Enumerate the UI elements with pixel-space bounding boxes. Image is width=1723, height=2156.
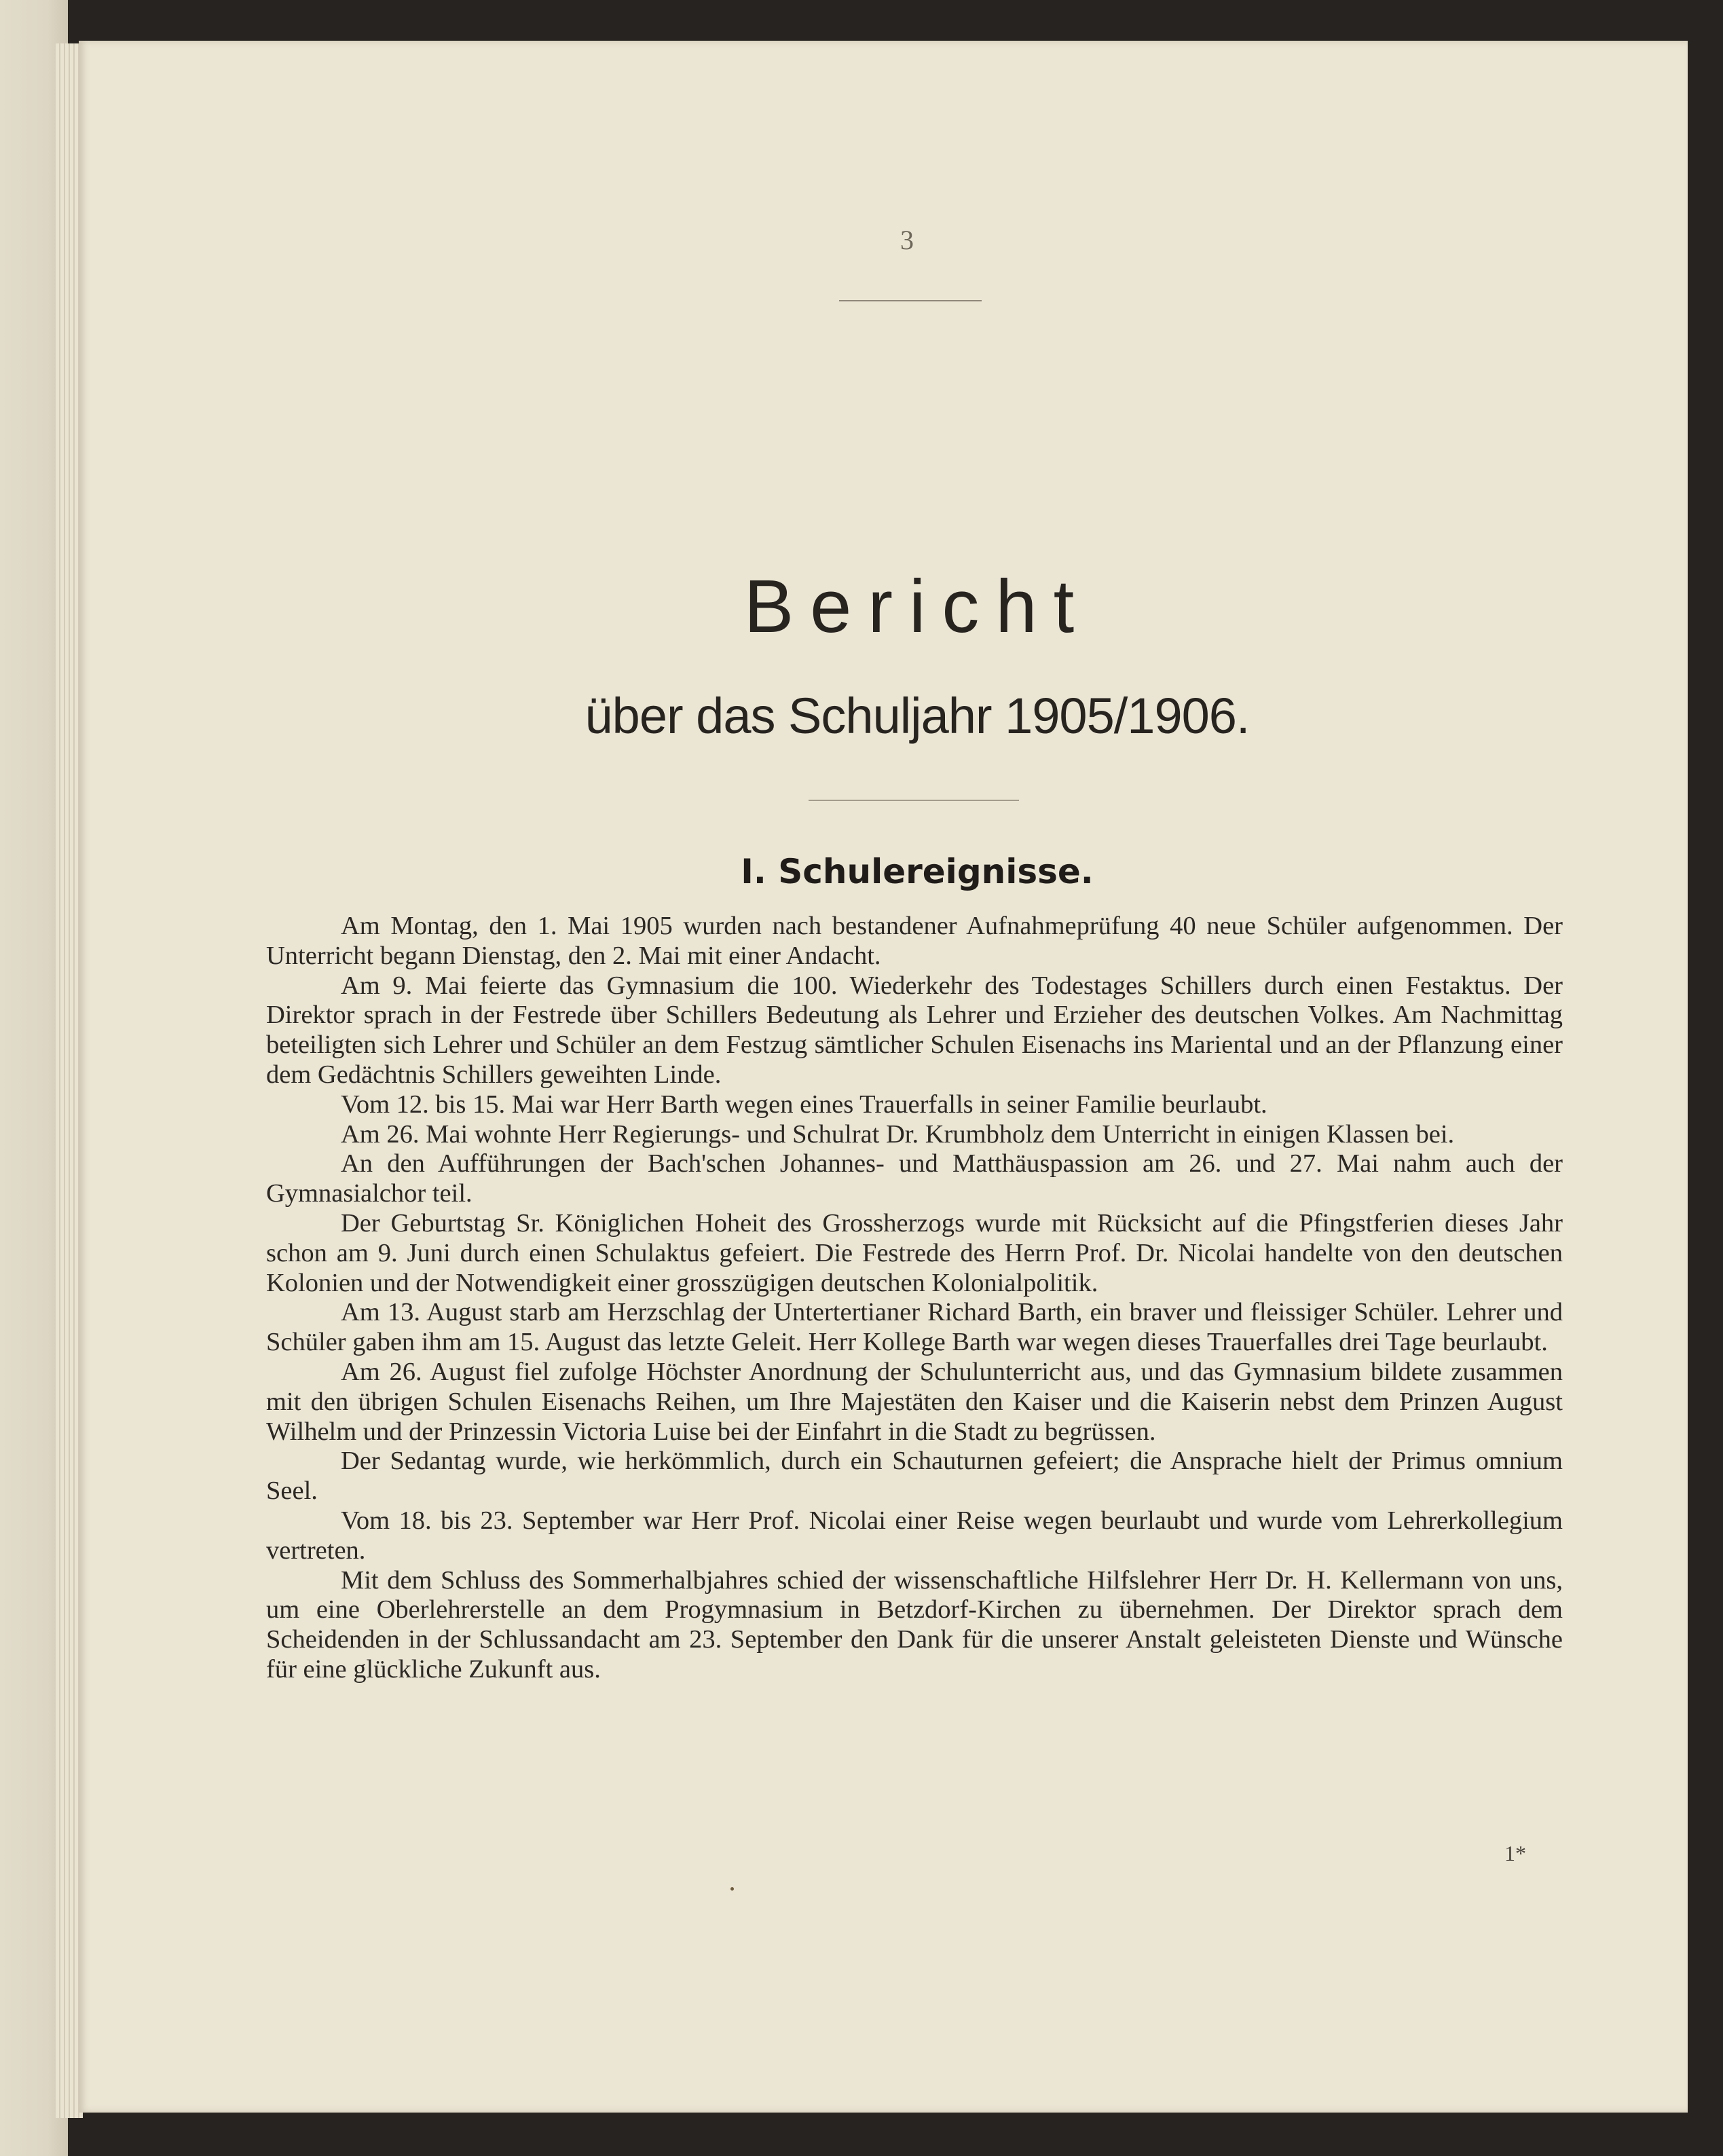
paragraph: Vom 12. bis 15. Mai war Herr Barth wegen eines Trauerfalls in seiner Familie beurlaubt. xyxy=(341,1090,1267,1119)
paper-speck xyxy=(730,1887,734,1891)
signature-mark: 1* xyxy=(1504,1841,1526,1865)
paragraph: Mit dem Schluss des Sommerhalbjahres schied der wissenschaftliche Hilfslehrer Herr Dr. H. Kellermann von uns, um eine Oberlehrerstelle an dem Progymnasium in Betzdorf-Kirchen zu übernehmen. Der Direktor sprach dem Scheidenden in der Schlussandacht am 23. September den Dank für die unserer Anstalt geleisteten Dienste und Wünsche für eine glückliche Zukunft aus. xyxy=(266,1565,1563,1684)
paragraph: Am 26. Mai wohnte Herr Regierungs- und Schulrat Dr. Krumbholz dem Unterricht in einigen Klassen bei. xyxy=(341,1119,1455,1149)
header-rule xyxy=(839,300,982,301)
paragraph: An den Aufführungen der Bach'schen Johannes- und Matthäuspassion am 26. und 27. Mai nahm auch der Gymnasialchor teil. xyxy=(266,1149,1563,1208)
document-page xyxy=(79,41,1688,2113)
body-text xyxy=(266,912,1563,1685)
section-heading: I. Schulereignisse. xyxy=(741,852,1094,891)
page-subtitle: über das Schuljahr 1905/1906. xyxy=(585,688,1250,744)
paragraph: Am 26. August fiel zufolge Höchster Anordnung der Schulunterricht aus, und das Gymnasium bildete zusammen mit den übrigen Schulen Eisenachs Reihen, um Ihre Majestäten den Kaiser und die Kaiserin nebst dem Prinzen August Wilhelm und der Prinzessin Victoria Luise bei der Einfahrt in die Stadt zu begrüssen. xyxy=(266,1357,1563,1446)
paragraph: Am 9. Mai feierte das Gymnasium die 100. Wiederkehr des Todestages Schillers durch einen Festaktus. Der Direktor sprach in der Festrede über Schillers Bedeutung als Lehrer und Erzieher des deutschen Volkes. Am Nachmittag beteiligten sich Lehrer und Schüler an dem Festzug sämtlicher Schulen Eisenachs ins Mariental und an der Pflanzung einer dem Gedächtnis Schillers geweihten Linde. xyxy=(266,971,1563,1089)
paragraph: Am Montag, den 1. Mai 1905 wurden nach bestandener Aufnahmeprüfung 40 neue Schüler aufgenommen. Der Unterricht begann Dienstag, den 2. Mai mit einer Andacht. xyxy=(266,912,1563,970)
page-number: 3 xyxy=(900,225,914,255)
paragraph: Der Geburtstag Sr. Königlichen Hoheit des Grossherzogs wurde mit Rücksicht auf die Pfingstferien dieses Jahr schon am 9. Juni durch einen Schulaktus gefeiert. Die Festrede des Herrn Prof. Dr. Nicolai handelte von den deutschen Kolonien und der Notwendigkeit einer grosszügigen deutschen Kolonialpolitik. xyxy=(266,1208,1563,1297)
paragraph: Der Sedantag wurde, wie herkömmlich, durch ein Schauturnen gefeiert; die Ansprache hielt der Primus omnium Seel. xyxy=(266,1447,1563,1506)
paragraph: Vom 18. bis 23. September war Herr Prof. Nicolai einer Reise wegen beurlaubt und wurde vom Lehrerkollegium vertreten. xyxy=(266,1506,1563,1565)
paragraph: Am 13. August starb am Herzschlag der Untertertianer Richard Barth, ein braver und fleissiger Schüler. Lehrer und Schüler gaben ihm am 15. August das letzte Geleit. Herr Kollege Barth war wegen dieses Trauerfalles drei Tage beurlaubt. xyxy=(266,1298,1563,1357)
page-title: Bericht xyxy=(743,565,1091,648)
title-divider xyxy=(809,800,1019,801)
